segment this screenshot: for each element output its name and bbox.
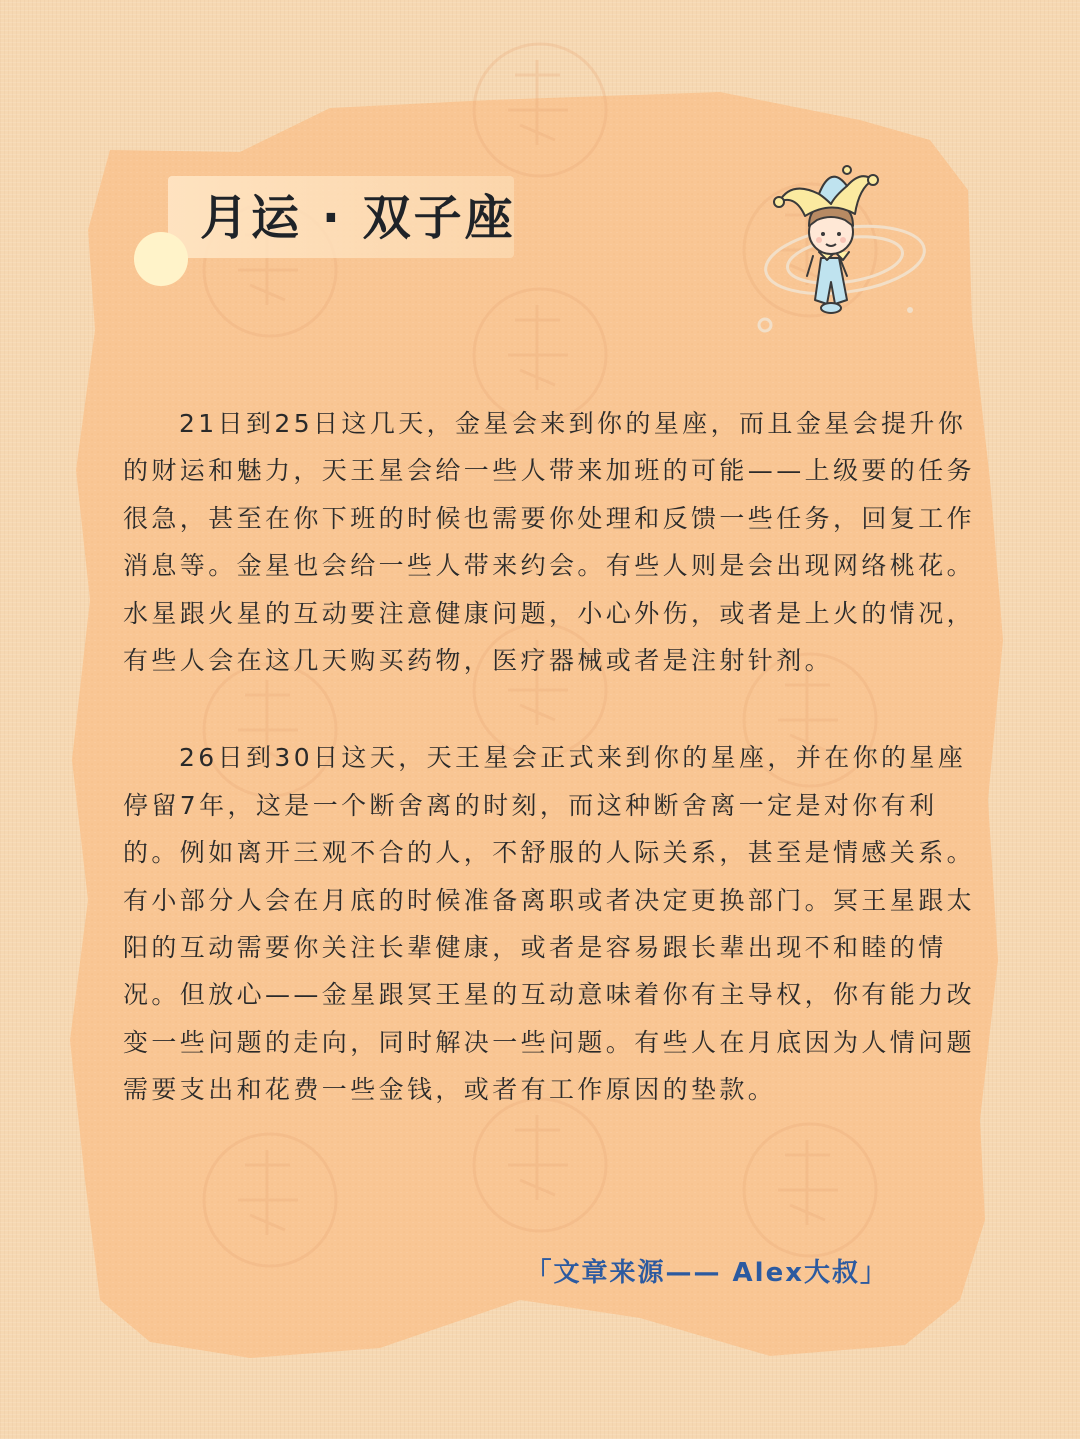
article-paragraph: 26日到30日这天，天王星会正式来到你的星座，并在你的星座停留7年，这是一个断舍离的时刻，而这种断舍离一定是对你有利的。例如离开三观不合的人，不舒服的人际关系，甚至是情感关系。有小部分人会在月底的时候准备离职或者决定更换部门。冥王星跟太阳的互动需要你关注长辈健康，或者是容易跟长辈出现不和睦的情况。但放心——金星跟冥王星的互动意味着你有主导权，你有能力改变一些问题的走向，同时解决一些问题。有些人在月底因为人情问题需要支出和花费一些金钱，或者有工作原因的垫款。 bbox=[123, 743, 976, 1105]
article-body bbox=[123, 400, 985, 1114]
page-title: 月运 · 双子座 bbox=[200, 190, 516, 246]
jester-doll-illustration bbox=[735, 160, 935, 340]
source-credit: 「文章来源—— Alex大叔」 bbox=[525, 1258, 888, 1288]
article-paragraph: 21日到25日这几天，金星会来到你的星座，而且金星会提升你的财运和魅力，天王星会给一些人带来加班的可能——上级要的任务很急，甚至在你下班的时候也需要你处理和反馈一些任务，回复工作消息等。金星也会给一些人带来约会。有些人则是会出现网络桃花。水星跟火星的互动要注意健康问题，小心外伤，或者是上火的情况，有些人会在这几天购买药物，医疗器械或者是注射针剂。 bbox=[123, 409, 976, 676]
sparkle-icon bbox=[759, 319, 771, 331]
decorative-dot bbox=[134, 232, 188, 286]
